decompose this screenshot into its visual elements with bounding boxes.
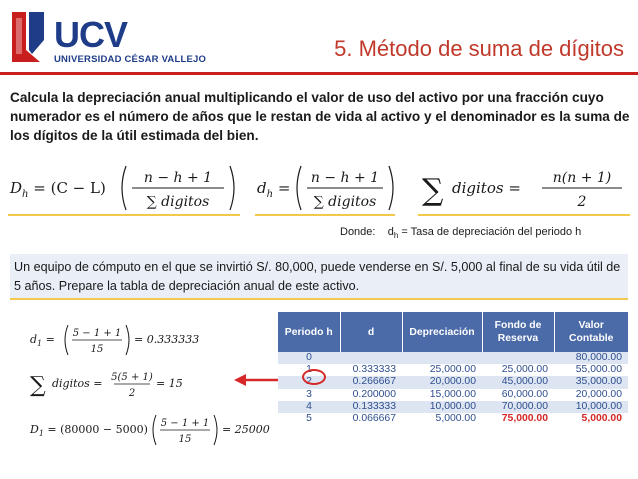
cell-period: 4 bbox=[278, 401, 340, 413]
f3-numerator: n(n + 1) bbox=[552, 170, 612, 186]
donde-var-sub: h bbox=[393, 231, 399, 241]
cell-period: 5 bbox=[278, 413, 340, 425]
svg-text:digitos = bbox=[452, 179, 521, 197]
slide-title: 5. Método de suma de dígitos bbox=[334, 36, 624, 61]
formula-sum-digits bbox=[418, 160, 630, 216]
cell-depreciation: 20,000.00 bbox=[402, 376, 482, 388]
cell-reserve: 25,000.00 bbox=[482, 364, 554, 376]
c3-denominator: 15 bbox=[178, 434, 192, 445]
cell-period: 0 bbox=[278, 352, 340, 364]
legend-donde bbox=[340, 226, 581, 240]
cell-reserve: 45,000.00 bbox=[482, 376, 554, 388]
c2-eq: = bbox=[89, 377, 103, 390]
c1-denominator: 15 bbox=[90, 344, 104, 355]
cell-book-value: 55,000.00 bbox=[554, 364, 628, 376]
ucv-emblem-icon bbox=[8, 10, 48, 64]
c3-lhs: D bbox=[30, 423, 39, 436]
table-row bbox=[278, 364, 628, 376]
cell-depreciation: 25,000.00 bbox=[402, 364, 482, 376]
svg-text:D1 = (80000 − 5000) bbox=[29, 423, 148, 438]
cell-depreciation bbox=[402, 352, 482, 364]
f1-lhs-sub: h bbox=[22, 189, 29, 200]
c2-result: = 15 bbox=[156, 377, 183, 390]
svg-text:dh = bbox=[257, 179, 290, 200]
cell-depreciation: 10,000.00 bbox=[402, 401, 482, 413]
cell-rate: 0.266667 bbox=[340, 376, 402, 388]
c2-denominator: 2 bbox=[128, 388, 136, 399]
f1-numerator: n − h + 1 bbox=[143, 170, 213, 186]
f1-lhs: D bbox=[10, 179, 23, 197]
c1-sub: 1 bbox=[37, 339, 43, 348]
c1-numerator: 5 − 1 + 1 bbox=[72, 328, 122, 339]
cell-rate: 0.200000 bbox=[340, 389, 402, 401]
highlight-circle bbox=[302, 369, 326, 385]
c1-eq: = bbox=[42, 333, 55, 346]
cell-book-value: 20,000.00 bbox=[554, 389, 628, 401]
table-row bbox=[278, 401, 628, 413]
f1-mid: = (C − L) bbox=[28, 179, 106, 197]
calc-rate-1 bbox=[28, 322, 208, 361]
c1-lhs: d bbox=[30, 333, 38, 346]
cell-rate: 0.133333 bbox=[340, 401, 402, 413]
f2-lhs-sub: h bbox=[266, 189, 274, 200]
donde-var: d bbox=[387, 226, 394, 238]
logo-text: UCV bbox=[54, 14, 128, 55]
c3-sub: 1 bbox=[38, 429, 44, 438]
cell-book-value: 10,000.00 bbox=[554, 401, 628, 413]
table-row bbox=[278, 352, 628, 364]
table-row bbox=[278, 389, 628, 401]
cell-book-value: 80,000.00 bbox=[554, 352, 628, 364]
cell-reserve-total: 75,000.00 bbox=[482, 413, 554, 425]
calc-sum-digits bbox=[28, 366, 208, 405]
calc-depreciation-1 bbox=[28, 412, 278, 451]
c3-result: = 25000 bbox=[222, 423, 270, 436]
f3-denominator: 2 bbox=[577, 194, 587, 210]
cell-period: 3 bbox=[278, 389, 340, 401]
svg-text:d1 = bbox=[30, 333, 55, 348]
formula-depreciation bbox=[8, 160, 240, 216]
c3-mid: = (80000 − 5000) bbox=[43, 423, 148, 436]
col-header-period: Periodo h bbox=[278, 312, 340, 352]
table-row bbox=[278, 413, 628, 425]
f2-lhs: d bbox=[257, 179, 267, 197]
svg-text:Dh = (C − L) bbox=[9, 179, 106, 200]
f2-numerator: n − h + 1 bbox=[310, 170, 380, 186]
formula-rate bbox=[255, 160, 395, 216]
c2-lhs: digitos bbox=[52, 377, 90, 390]
f3-sigma: ∑ bbox=[422, 173, 444, 208]
cell-reserve: 70,000.00 bbox=[482, 401, 554, 413]
col-header-book-value: Valor Contable bbox=[554, 312, 628, 352]
donde-label: Donde: bbox=[340, 226, 376, 238]
intro-text: Calcula la depreciación anual multiplicando el valor de uso del activo por una fracción cuyo numerador es el número de años que le restan de vida al activo y el denominador es la suma de los dígitos de la útil estimada del bien. bbox=[10, 90, 630, 143]
cell-period: 2 bbox=[278, 376, 340, 388]
svg-text:digitos = bbox=[52, 377, 103, 390]
logo-subtitle: UNIVERSIDAD CÉSAR VALLEJO bbox=[54, 54, 207, 65]
ucv-logo bbox=[8, 10, 207, 70]
cell-book-value: 35,000.00 bbox=[554, 376, 628, 388]
col-header-depreciation: Depreciación bbox=[402, 312, 482, 352]
f2-denominator: ∑ digitos bbox=[313, 194, 377, 210]
cell-period: 1 bbox=[278, 364, 340, 376]
cell-reserve: 60,000.00 bbox=[482, 389, 554, 401]
c3-numerator: 5 − 1 + 1 bbox=[160, 418, 210, 429]
cell-depreciation: 15,000.00 bbox=[402, 389, 482, 401]
cell-rate: 0.066667 bbox=[340, 413, 402, 425]
col-header-reserve: Fondo de Reserva bbox=[482, 312, 554, 352]
table-row bbox=[278, 376, 628, 388]
cell-reserve bbox=[482, 352, 554, 364]
donde-desc: = Tasa de depreciación del periodo h bbox=[398, 226, 582, 238]
f3-lhs: digitos bbox=[452, 179, 504, 197]
c2-numerator: 5(5 + 1) bbox=[111, 372, 153, 383]
cell-book-value-final: 5,000.00 bbox=[554, 413, 628, 425]
table-header-row bbox=[278, 312, 628, 352]
col-header-rate: d bbox=[340, 312, 402, 352]
cell-depreciation: 5,000.00 bbox=[402, 413, 482, 425]
c1-result: = 0.333333 bbox=[134, 333, 200, 346]
header-divider bbox=[0, 72, 638, 75]
f1-denominator: ∑ digitos bbox=[146, 194, 210, 210]
problem-statement: Un equipo de cómputo en el que se invirtió S/. 80,000, puede venderse en S/. 5,000 al final de su vida útil de 5 años. Prepare la tabla de depreciación anual de este activo. bbox=[10, 254, 628, 300]
f2-eq: = bbox=[273, 179, 291, 197]
cell-rate bbox=[340, 352, 402, 364]
depreciation-table bbox=[278, 312, 628, 425]
f3-eq: = bbox=[503, 179, 521, 197]
cell-rate: 0.333333 bbox=[340, 364, 402, 376]
c2-sigma: ∑ bbox=[30, 373, 46, 398]
